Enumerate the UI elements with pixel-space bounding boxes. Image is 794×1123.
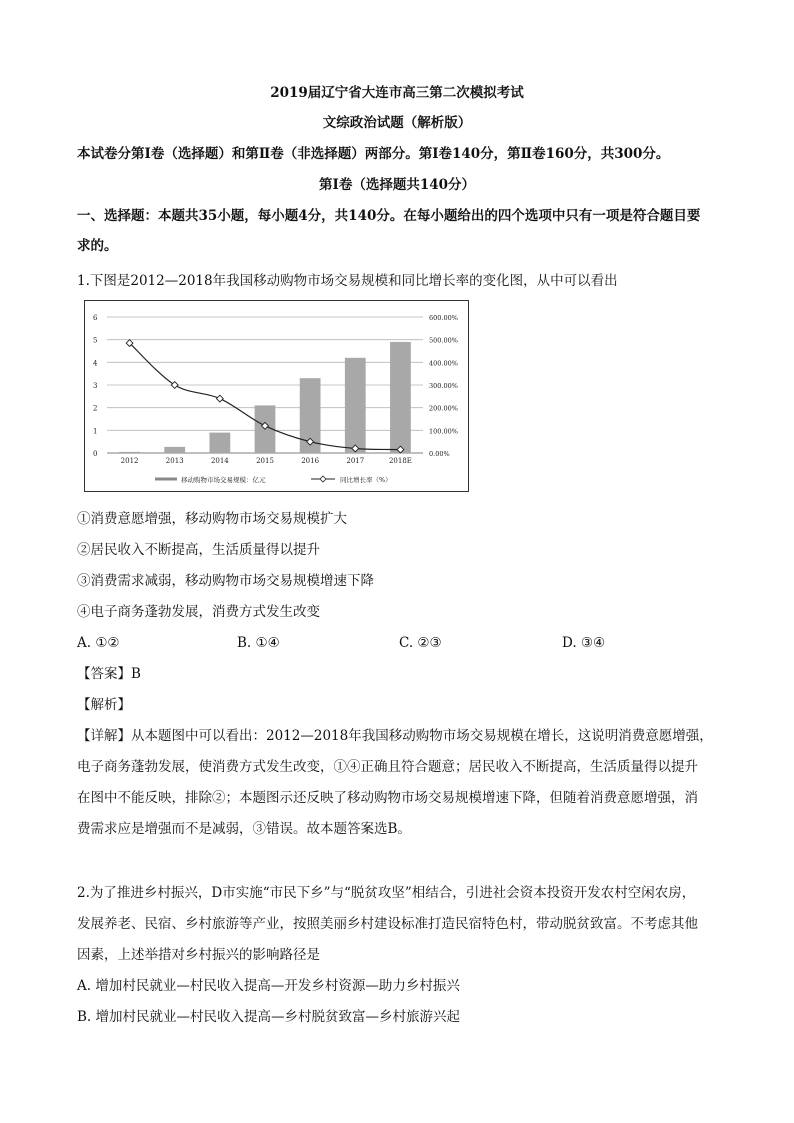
y-left-tick-label: 0: [93, 450, 98, 458]
detail-line-2: 电子商务蓬勃发展，使消费方式发生改变，①④正确且符合题意；居民收入不断提高，生活质量得以提升: [77, 759, 698, 775]
detail-line-4: 费需求应是增强而不是减弱，③错误。故本题答案选B。: [77, 821, 411, 837]
option-a: A. ①②: [77, 635, 120, 651]
question-2-stem-line3: 因素，上述举措对乡村振兴的影响路径是: [77, 947, 320, 963]
detail-line-1: 【详解】从本题图中可以看出：2012—2018年我国移动购物市场交易规模在增长，这说明消费意愿增强，: [77, 728, 713, 744]
bar: [209, 433, 230, 453]
x-tick-label: 2013: [165, 457, 184, 465]
exam-title: 2019届辽宁省大连市高三第二次模拟考试: [270, 85, 524, 101]
subject-title: 文综政治试题（解析版）: [322, 115, 472, 131]
y-right-tick-label: 400.00%: [429, 359, 458, 368]
y-right-tick-label: 0.00%: [429, 450, 450, 458]
y-left-tick-label: 3: [93, 382, 98, 390]
y-right-tick-label: 300.00%: [429, 382, 458, 390]
y-left-tick-label: 4: [93, 359, 98, 368]
market-chart: [84, 300, 469, 492]
y-left-tick-label: 5: [93, 336, 98, 345]
bar: [390, 342, 411, 453]
y-right-tick-label: 100.00%: [429, 427, 458, 436]
analysis-label: 【解析】: [77, 697, 131, 713]
growth-rate-point: [216, 395, 223, 402]
bar: [345, 358, 366, 453]
statement-4: ④电子商务蓬勃发展，消费方式发生改变: [77, 604, 320, 620]
legend-bar-label: 移动购物市场交易规模：亿元: [181, 476, 266, 484]
question-2-stem-line1: 2.为了推进乡村振兴，D市实施“市民下乡”与“脱贫攻坚”相结合，引进社会资本投资开发农村空闲农房，: [77, 885, 696, 901]
option-d: D. ③④: [562, 635, 606, 651]
option-c: C. ②③: [399, 635, 442, 651]
option-b: B. ①④: [237, 635, 280, 651]
bar: [164, 447, 185, 453]
statement-3: ③消费需求减弱，移动购物市场交易规模增速下降: [77, 573, 374, 589]
market-chart-svg: [85, 301, 468, 491]
question-2-option-b: B. 增加村民就业—村民收入提高—乡村脱贫致富—乡村旅游兴起: [77, 1009, 461, 1025]
section-instruction-line1: 一、选择题：本题共35小题，每小题4分，共140分。在每小题给出的四个选项中只有一项是符合题目要: [77, 208, 701, 224]
question-2-stem-line2: 发展养老、民宿、乡村旅游等产业，按照美丽乡村建设标准打造民宿特色村，带动脱贫致富。不考虑其他: [77, 916, 698, 932]
statement-1: ①消费意愿增强，移动购物市场交易规模扩大: [77, 511, 347, 527]
y-right-tick-label: 200.00%: [429, 404, 458, 413]
bar: [119, 452, 140, 453]
y-left-tick-label: 1: [93, 427, 98, 436]
question-2-option-a: A. 增加村民就业—村民收入提高—开发乡村资源—助力乡村振兴: [77, 978, 460, 994]
legend-line-marker: [320, 476, 326, 482]
y-left-tick-label: 6: [93, 314, 98, 322]
x-tick-label: 2014: [210, 457, 229, 465]
x-tick-label: 2017: [346, 457, 365, 465]
x-tick-label: 2018E: [388, 457, 412, 465]
exam-intro: 本试卷分第Ⅰ卷（选择题）和第Ⅱ卷（非选择题）两部分。第Ⅰ卷140分，第Ⅱ卷160分，共300分。: [77, 146, 670, 162]
y-right-tick-label: 500.00%: [429, 336, 458, 345]
x-tick-label: 2015: [256, 457, 274, 465]
statement-2: ②居民收入不断提高，生活质量得以提升: [77, 542, 320, 558]
legend-line-label: 同比增长率（%）: [340, 476, 392, 484]
y-left-tick-label: 2: [93, 404, 98, 413]
x-tick-label: 2012: [120, 457, 139, 465]
question-1-stem: 1.下图是2012—2018年我国移动购物市场交易规模和同比增长率的变化图，从中可以看出: [77, 273, 618, 289]
section-instruction-line2: 求的。: [77, 238, 118, 254]
answer-label: 【答案】B: [77, 666, 141, 682]
x-tick-label: 2016: [301, 457, 320, 465]
question-1-options: [77, 635, 757, 653]
growth-rate-point: [171, 382, 178, 389]
y-right-tick-label: 600.00%: [429, 314, 458, 322]
detail-line-3: 在图中不能反映，排除②；本题图示还反映了移动购物市场交易规模增速下降，但随着消费意愿增强，消: [77, 790, 698, 806]
part-title: 第Ⅰ卷（选择题共140分）: [319, 177, 475, 193]
